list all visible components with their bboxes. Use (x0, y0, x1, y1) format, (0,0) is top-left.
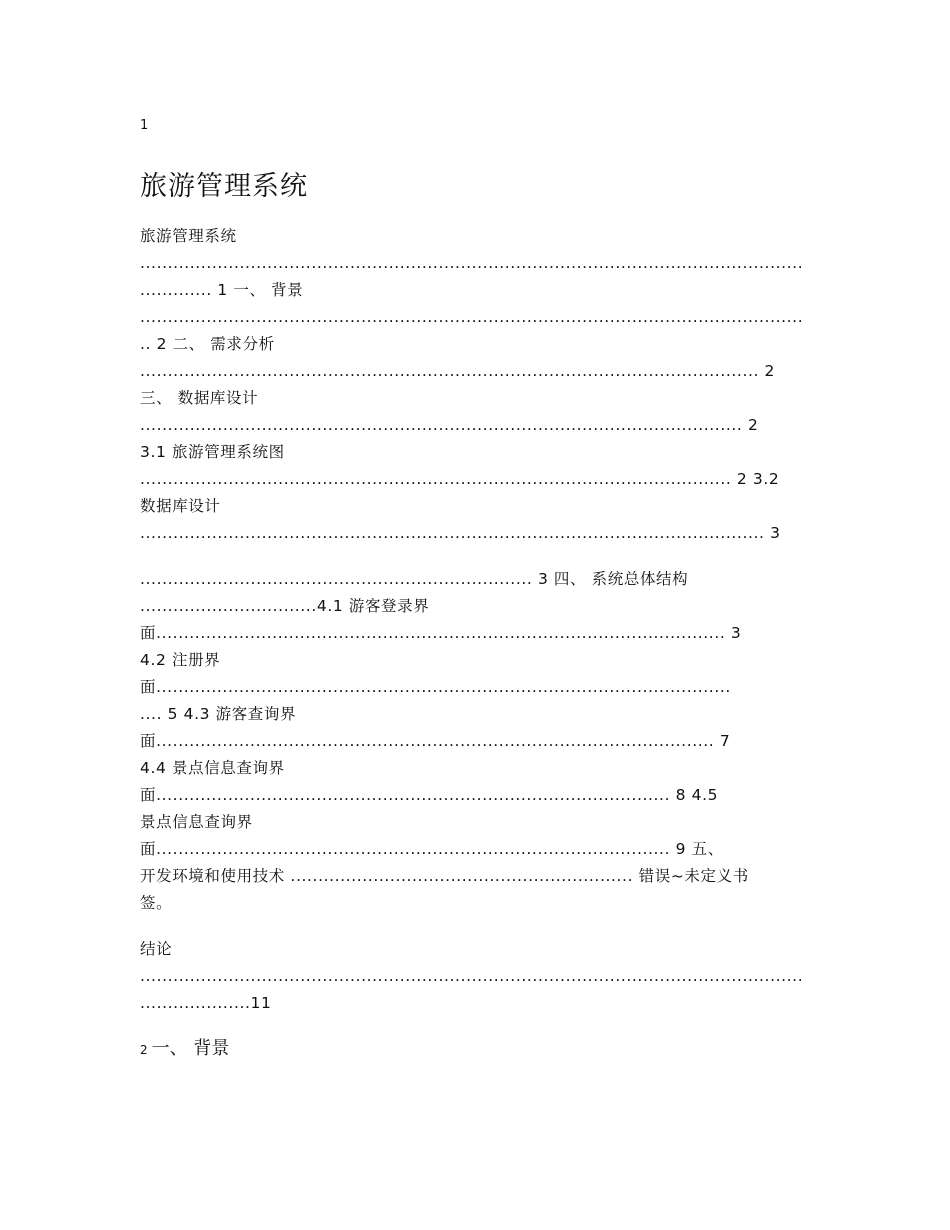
toc-line-title: 旅游管理系统 (140, 227, 237, 245)
section-page-number: 2 (140, 1043, 148, 1057)
toc-line: 面............................................................................................. 8 4.5 (140, 786, 719, 804)
toc-line: 面..................................................................................................... 7 (140, 732, 731, 750)
toc-line: 面........................................................................................................ (140, 678, 731, 696)
toc-line: 三、 数据库设计 (140, 389, 259, 407)
toc-line: ........................................................................................................................ (140, 254, 804, 272)
toc-line: ............................................................................................................. 2 (140, 416, 759, 434)
toc-line: ................................................................................................................. 3 (140, 524, 781, 542)
section-heading (140, 1034, 229, 1060)
toc-line: 面....................................................................................................... 3 (140, 624, 742, 642)
toc-line: 开发环境和使用技术 .............................................................. 错误~未定义书 (140, 867, 749, 885)
toc-line: 景点信息查询界 (140, 813, 253, 831)
toc-line: 4.2 注册界 (140, 651, 221, 669)
toc-line: 签。 (140, 894, 173, 912)
toc-line: ........................................................................................................................ (140, 967, 804, 985)
toc-line: ........................................................................................................................ (140, 308, 804, 326)
toc-line: .... 5 4.3 游客查询界 (140, 705, 297, 723)
toc-line: ............. 1 一、 背景 (140, 281, 304, 299)
document-title: 旅游管理系统 (140, 171, 308, 202)
toc-line: ....................11 (140, 994, 272, 1012)
toc-line: 数据库设计 (140, 497, 221, 515)
page-number: 1 (140, 118, 149, 133)
toc-line: ................................................................................................................ 2 (140, 362, 776, 380)
toc-line: ....................................................................... 3 四、 系统总体结构 (140, 570, 689, 588)
toc-line-conclusion: 结论 (140, 940, 173, 958)
section-heading-text: 一、 背景 (151, 1038, 230, 1059)
toc-line: 面............................................................................................. 9 五、 (140, 840, 724, 858)
table-of-contents (140, 223, 810, 1017)
toc-line: 3.1 旅游管理系统图 (140, 443, 285, 461)
toc-line: ........................................................................................................... 2 3.2 (140, 470, 780, 488)
toc-line: .. 2 二、 需求分析 (140, 335, 275, 353)
toc-line: ................................4.1 游客登录界 (140, 597, 430, 615)
toc-line: 4.4 景点信息查询界 (140, 759, 285, 777)
